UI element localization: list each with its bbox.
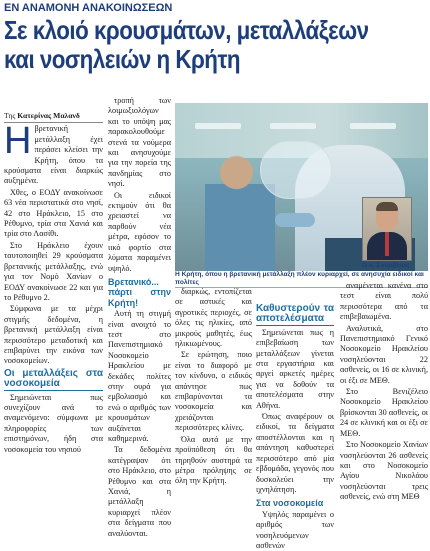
column-1 bbox=[4, 111, 103, 454]
col3-paragraph: Όλα αυτά με την προϋπόθεση ότι θα τηρηθούν αυστηρά τα μέτρα πρόληψης σε όλη την Κρήτη. bbox=[175, 434, 252, 486]
col2-paragraph: Τα δεδομένα κατέγραψαν ότι στο Ηράκλειο, στο Ρέθυμνο και στα Χανιά, η μετάλλαξη κυριαρχεί πλέον στα δείγματα που αναλύονται. bbox=[108, 445, 171, 538]
col4-paragraph: Υψηλός παραμένει ο αριθμός των νοσηλευόμενων ασθενών bbox=[256, 509, 334, 550]
col3-paragraph: διαρκώς, εντοπίζεται σε αστικές και αγροτικές περιοχές, σε όλες τις ηλικίες, από μικρούς μαθητές, έως ηλικιωμένους. bbox=[175, 287, 252, 349]
col4-paragraph: Σημειώνεται πως η επιβεβαίωση των μεταλλάξεων γίνεται στα εργαστήρια και αργεί αρκετές ημέρες για να δοθούν τα αποτελέσματα στην Αθήνα. bbox=[256, 327, 334, 410]
col3-paragraph: Σε ερώτηση, ποιο είναι το διαφορό με τον κίνδυνο, ο ειδικός απάντησε πως επιβαρύνονται τα νοσοκομεία και χρειάζονται περισσότερες κλίνες. bbox=[175, 350, 252, 433]
portrait-caption: Ο κ. Σουρβίνος bbox=[362, 262, 410, 269]
headline bbox=[4, 16, 369, 74]
col1-paragraph: Σύμφωνα με τα μέχρι στιγμής δεδομένα, η βρετανική μετάλλαξη είναι περισσότερο μεταδοτική και επιβαρύνει την εικόνα των νοσοκομείων. bbox=[4, 304, 103, 366]
section-heading: Καθυστερούν τα αποτελέσματα bbox=[256, 303, 334, 325]
section-heading: Βρετανικό... πάρτι στην Κρήτη! bbox=[108, 276, 171, 308]
col1-paragraph: Χθες, ο ΕΟΔΥ ανακοίνωσε 63 νέα περιστατικά στο νησί, 42 στο Ηράκλειο, 15 στο Ρέθυμνο, τρία στα Χανιά και τρία στο Λασίθι. bbox=[4, 187, 103, 239]
section-heading: Οι μεταλλάξεις στα νοσοκομεία bbox=[4, 367, 103, 390]
dropcap: Η bbox=[4, 120, 32, 163]
col4-paragraph: Όπως αναφέρουν οι ειδικοί, τα δείγματα αποστέλλονται και η απάντηση καθυστερεί περισσότερο από μία εβδομάδα, γεγονός που δυσκολεύει την ιχνηλάτηση. bbox=[256, 412, 334, 494]
col1-paragraph: Στο Ηράκλειο έχουν ταυτοποιηθεί 29 κρούσματα βρετανικής μετάλλαξης, ενώ για τον Νομό Χανίων ο ΕΟΔΥ ανακοίνωσε 22 και για το Ρέθυμνο 2. bbox=[4, 240, 103, 302]
col2-paragraph: Αυτή τη στιγμή είναι ανοιχτό το τεστ στο Πανεπιστημιακό Νοσοκομείο Ηρακλείου με δεκάδες πολίτες στην ουρά για εμβολιασμό και ενώ ο αριθμός των κρουσμάτων αυξάνεται καθημερινά. bbox=[108, 309, 171, 443]
kicker: ΕΝ ΑΝΑΜΟΝΗ ΑΝΑΚΟΙΝΩΣΕΩΝ bbox=[4, 2, 173, 14]
headline-line-2: και νοσηλειών η Κρήτη bbox=[4, 44, 241, 74]
photo-face-shield bbox=[260, 141, 332, 199]
section-heading: Στα νοσοκομεία bbox=[256, 498, 324, 509]
column-4 bbox=[256, 302, 334, 550]
col2-paragraph: Οι ειδικοί εκτιμούν ότι θα χρειαστεί να παρθούν νέα μέτρα, εφόσον το ιικό φορτίο στα λύματα παραμένει υψηλό. bbox=[108, 190, 171, 273]
col5-paragraph: Στο Βενιζέλειο Νοσοκομείο Ηρακλείου βρίσκονται 30 ασθενείς, οι 24 σε κλινική και οι έξι σε ΜΕΘ. bbox=[340, 387, 428, 438]
col5-paragraph: Στο Νοσοκομείο Χανίων νοσηλεύονται 26 ασθενείς και στο Νοσοκομείο Αγίου Νικολάου νοσηλεύονται τρεις ασθενείς, ενώ στη ΜΕΘ bbox=[340, 440, 428, 502]
portrait-photo bbox=[362, 197, 412, 261]
byline-prefix: Της bbox=[4, 111, 16, 120]
column-5 bbox=[340, 281, 428, 502]
column-3 bbox=[175, 287, 252, 486]
byline-author: Κατερίνας Μαλανδ bbox=[17, 111, 80, 120]
lead-paragraph bbox=[4, 120, 103, 186]
col2-paragraph: τροπή των λοιμωξιολόγων και το υπόψη μας παρακολουθούμε στενά τα νούμερα και ανησυχούμε για την πορεία της πανδημίας στο νησί. bbox=[108, 96, 171, 189]
col5-paragraph: Αναλυτικά, στο Πανεπιστημιακό Γενικό Νοσοκομείο Ηρακλείου νοσηλεύονται 22 ασθενείς, οι 16 σε κλινική, οι έξι σε ΜΕΘ. bbox=[340, 323, 428, 385]
column-2 bbox=[108, 96, 171, 538]
col1-paragraph: βρετανική μετάλλαξη έχει περάσει κλείσει την Κρήτη, όπου τα κρούσματα είναι διαρκώς αυξημένα. bbox=[4, 124, 103, 186]
headline-line-1: Σε κλοιό κρουσμάτων, μεταλλάξεων bbox=[4, 15, 369, 45]
col1-paragraph: Σημειώνεται πως συνεχίζουν ανά το αναμενόμενο: σύμφωνα με πληροφορίες των επιστημόνων, ήδη στα νοσοκομεία του νησιού bbox=[4, 392, 103, 454]
photo-caption: Η Κρήτη, όπου η βρετανική μετάλλαξη πλέον κυριαρχεί, σε ανησυχία ειδικοί και πολίτες bbox=[175, 271, 428, 288]
col5-paragraph: αναμένεται κανένα στο τεστ είναι πολύ περισσότερα από τα επιβεβαιωμένα. bbox=[340, 281, 428, 322]
